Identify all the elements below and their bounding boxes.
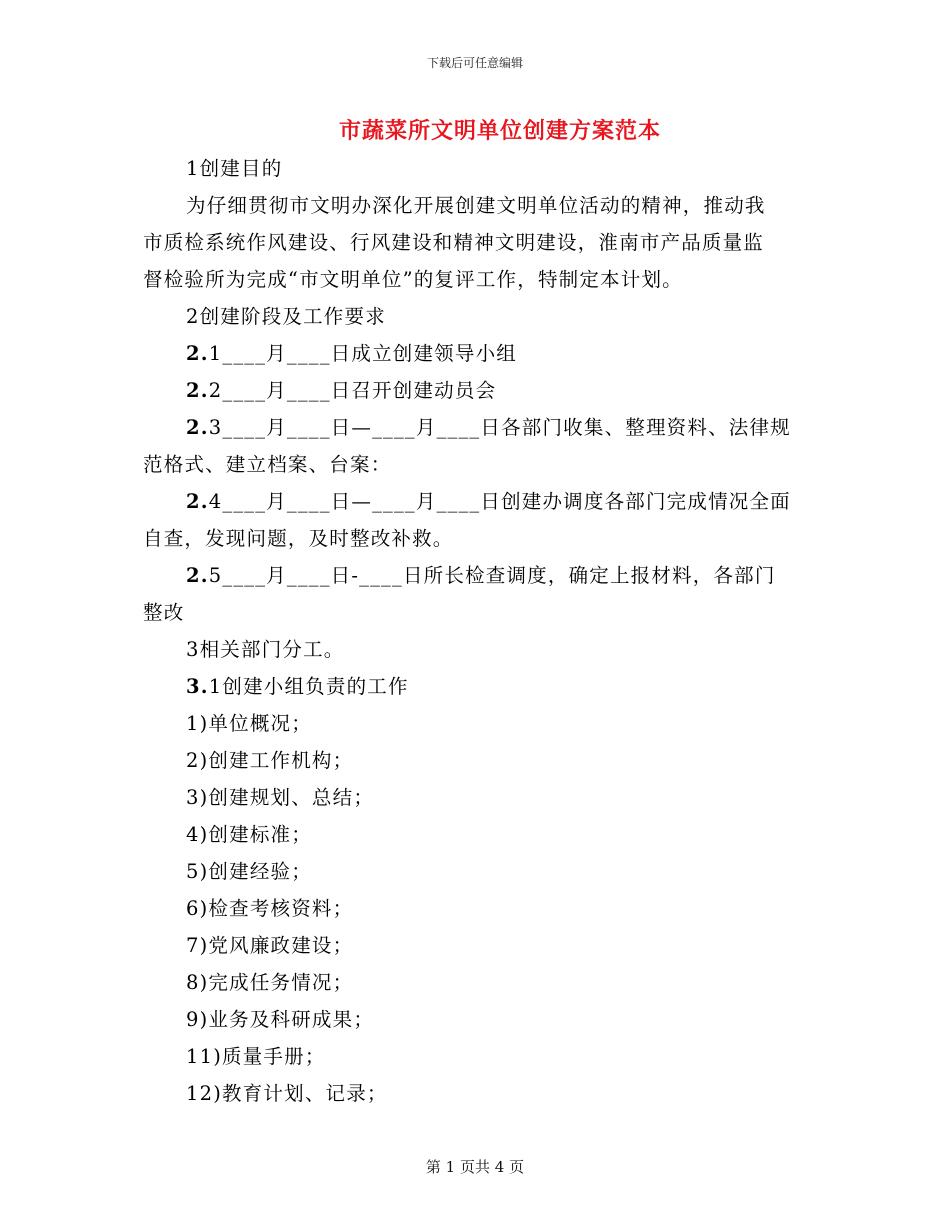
line-text: 1____月____日成立创建领导小组 bbox=[208, 342, 517, 365]
document-body bbox=[143, 150, 808, 1112]
paragraph-line bbox=[143, 446, 808, 483]
paragraph-line bbox=[143, 187, 808, 224]
line-text: 5____月____日-____日所长检查调度，确定上报材料，各部门 bbox=[208, 564, 776, 587]
line-text: 9)业务及科研成果； bbox=[186, 1008, 375, 1031]
paragraph-line bbox=[143, 890, 808, 927]
paragraph-line bbox=[143, 557, 808, 594]
section-number: 2. bbox=[186, 490, 209, 513]
paragraph-line bbox=[143, 1038, 808, 1075]
section-number: 3. bbox=[186, 675, 209, 698]
section-number: 2. bbox=[186, 342, 209, 365]
paragraph-line bbox=[143, 964, 808, 1001]
line-text: 4____月____日—____月____日创建办调度各部门完成情况全面 bbox=[208, 490, 791, 513]
paragraph-line bbox=[143, 742, 808, 779]
paragraph-line bbox=[143, 261, 808, 298]
line-text: 1)单位概况； bbox=[186, 712, 312, 735]
line-text: 范格式、建立档案、台案： bbox=[143, 453, 392, 476]
line-text: 8)完成任务情况； bbox=[186, 971, 354, 994]
paragraph-line bbox=[143, 1075, 808, 1112]
paragraph-line bbox=[143, 853, 808, 890]
line-text: 2创建阶段及工作要求 bbox=[186, 305, 386, 328]
line-text: 11)质量手册； bbox=[186, 1045, 326, 1068]
line-text: 6)检查考核资料； bbox=[186, 897, 354, 920]
paragraph-line bbox=[143, 224, 808, 261]
paragraph-line bbox=[143, 483, 808, 520]
line-text: 3相关部门分工。 bbox=[186, 638, 345, 661]
line-text: 4)创建标准； bbox=[186, 823, 312, 846]
paragraph-line bbox=[143, 705, 808, 742]
paragraph-line bbox=[143, 520, 808, 557]
page-header-note: 下载后可任意编辑 bbox=[426, 56, 523, 70]
line-text: 7)党风廉政建设； bbox=[186, 934, 354, 957]
paragraph-line bbox=[143, 668, 808, 705]
section-number: 2. bbox=[186, 416, 209, 439]
paragraph-line bbox=[143, 816, 808, 853]
line-text: 市质检系统作风建设、行风建设和精神文明建设，淮南市产品质量监 bbox=[143, 231, 765, 254]
paragraph-line bbox=[143, 409, 808, 446]
paragraph-line bbox=[143, 779, 808, 816]
line-text: 为仔细贯彻市文明办深化开展创建文明单位活动的精神，推动我 bbox=[186, 194, 766, 217]
paragraph-line bbox=[143, 335, 808, 372]
line-text: 5)创建经验； bbox=[186, 860, 312, 883]
line-text: 督检验所为完成“市文明单位”的复评工作，特制定本计划。 bbox=[143, 268, 683, 291]
paragraph-line bbox=[143, 1001, 808, 1038]
section-number: 2. bbox=[186, 564, 209, 587]
line-text: 自查，发现问题，及时整改补救。 bbox=[143, 527, 454, 550]
document-title: 市蔬菜所文明单位创建方案范本 bbox=[338, 118, 661, 144]
paragraph-line bbox=[143, 927, 808, 964]
paragraph-line bbox=[143, 372, 808, 409]
paragraph-line bbox=[143, 150, 808, 187]
line-text: 1创建目的 bbox=[186, 157, 283, 180]
line-text: 3)创建规划、总结； bbox=[186, 786, 375, 809]
paragraph-line bbox=[143, 631, 808, 668]
line-text: 3____月____日—____月____日各部门收集、整理资料、法律规 bbox=[208, 416, 791, 439]
line-text: 2)创建工作机构； bbox=[186, 749, 354, 772]
line-text: 12)教育计划、记录； bbox=[186, 1082, 388, 1105]
page-footer: 第 1 页共 4 页 bbox=[425, 1158, 525, 1176]
line-text: 整改 bbox=[143, 601, 185, 624]
section-number: 2. bbox=[186, 379, 209, 402]
paragraph-line bbox=[143, 298, 808, 335]
paragraph-line bbox=[143, 594, 808, 631]
line-text: 2____月____日召开创建动员会 bbox=[208, 379, 497, 402]
line-text: 1创建小组负责的工作 bbox=[208, 675, 409, 698]
